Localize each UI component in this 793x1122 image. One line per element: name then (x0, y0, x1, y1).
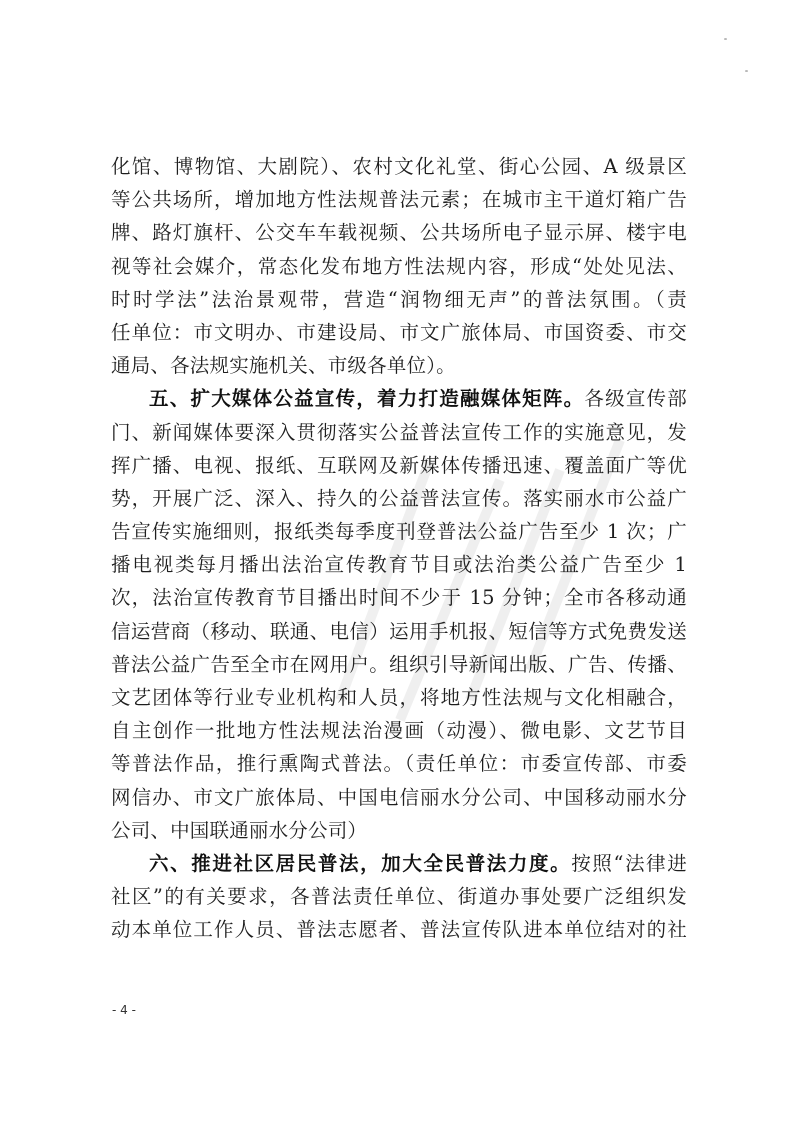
text-line: 普法公益广告至全市在网用户。组织引导新闻出版、广告、传播、 (111, 652, 687, 676)
text-line: 任单位：市文明办、市建设局、市文广旅体局、市国资委、市交 (111, 320, 687, 344)
section-five-lead: 各级宣传部 (584, 387, 687, 411)
text-line: 等普法作品，推行熏陶式普法。（责任单位：市委宣传部、市委 (111, 752, 687, 776)
text-line: 公司、中国联通丽水分公司） (111, 818, 368, 842)
section-six-lead: 按照“法律进 (571, 851, 687, 875)
text-line: 门、新闻媒体要深入贯彻落实公益普法宣传工作的实施意见，发 (111, 420, 687, 444)
text-line: 告宣传实施细则，报纸类每季度刊登普法公益广告至少 1 次；广 (111, 520, 687, 544)
scan-speck (745, 70, 748, 72)
text-line: 社区”的有关要求，各普法责任单位、街道办事处要广泛组织发 (111, 885, 687, 909)
text-line: 等公共场所，增加地方性法规普法元素；在城市主干道灯箱广告 (111, 188, 687, 212)
text-line: 时时学法”法治景观带，营造“润物细无声”的普法氛围。（责 (111, 287, 687, 311)
text-line: 通局、各法规实施机关、市级各单位）。 (111, 354, 456, 378)
text-line: 势，开展广泛、深入、持久的公益普法宣传。落实丽水市公益广 (111, 486, 687, 510)
text-line: 网信办、市文广旅体局、中国电信丽水分公司、中国移动丽水分 (111, 785, 687, 809)
scan-speck (724, 38, 727, 40)
page-number: - 4 - (112, 1003, 136, 1017)
text-line: 视等社会媒介，常态化发布地方性法规内容，形成“处处见法、 (111, 254, 687, 278)
text-line: 挥广播、电视、报纸、互联网及新媒体传播迅速、覆盖面广等优 (111, 453, 687, 477)
text-line: 播电视类每月播出法治宣传教育节目或法治类公益广告至少 1 (111, 553, 687, 577)
text-line: 动本单位工作人员、普法志愿者、普法宣传队进本单位结对的社 (111, 918, 687, 942)
text-line: 文艺团体等行业专业机构和人员，将地方性法规与文化相融合， (111, 686, 687, 709)
text-line: 自主创作一批地方性法规法治漫画（动漫）、微电影、文艺节目 (111, 719, 687, 743)
text-line: 化馆、博物馆、大剧院）、农村文化礼堂、街心公园、A 级景区 (111, 155, 687, 178)
section-six-first-line (111, 847, 687, 880)
text-line: 信运营商（移动、联通、电信）运用手机报、短信等方式免费发送 (111, 619, 687, 643)
text-line: 次，法治宣传教育节目播出时间不少于 15 分钟；全市各移动通 (111, 586, 687, 610)
section-five-first-line (111, 382, 687, 415)
section-six-heading: 六、推进社区居民普法，加大全民普法力度。 (149, 851, 572, 875)
text-line: 牌、路灯旗杆、公交车车载视频、公共场所电子显示屏、楼宇电 (111, 221, 687, 245)
section-five-heading: 五、扩大媒体公益宣传，着力打造融媒体矩阵。 (149, 387, 585, 411)
document-body (111, 150, 687, 947)
